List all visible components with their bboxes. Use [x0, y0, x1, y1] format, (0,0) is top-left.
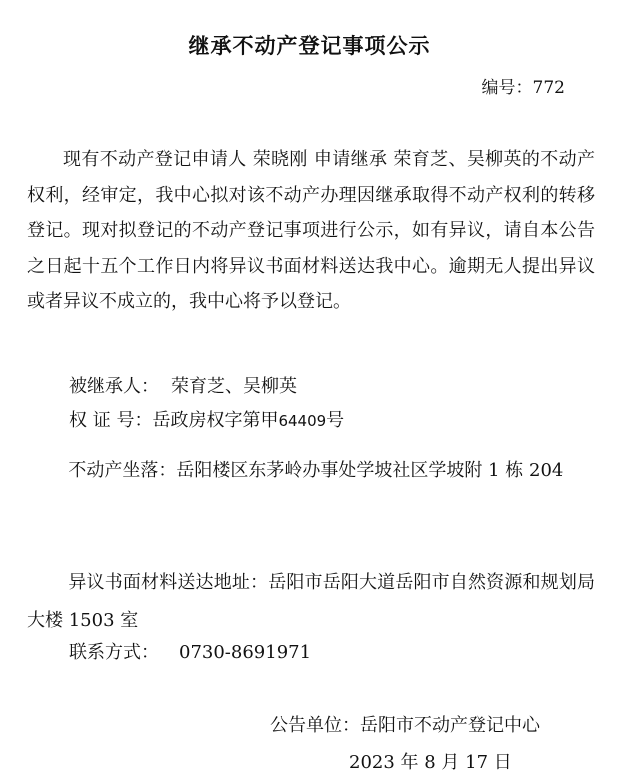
certificate-prefix: 岳政房权字第甲 [152, 410, 279, 431]
contact-line [27, 638, 619, 664]
decedent-line [27, 372, 619, 398]
property-location: 不动产坐落：岳阳楼区东茅岭办事处学坡社区学坡附 1 栋 204 [68, 460, 564, 481]
decedent-value: 荣育芝、吴柳英 [171, 376, 297, 397]
decedent-label: 被继承人： [69, 376, 159, 397]
document-title: 继承不动产登记事项公示 [188, 34, 431, 58]
certificate-line [27, 406, 619, 432]
contact-value: 0730-8691971 [179, 642, 312, 663]
publisher-line: 公告单位：岳阳市不动产登记中心 [270, 715, 540, 736]
notice-body-paragraph: 现有不动产登记申请人 荣晓刚 申请继承 荣育芝、吴柳英的不动产权利，经审定，我中心拟对该不动产办理因继承取得不动产权利的转移登记。现对拟登记的不动产登记事项进行公示，如有异议，请自本公告之日起十五个工作日内将异议书面材料送达我中心。逾期无人提出异议或者异议不成立的，我中心将予以登记。 [27, 149, 595, 313]
certificate-number: 64409 [278, 412, 327, 430]
document-number: 编号：772 [481, 78, 565, 98]
contact-label: 联系方式： [69, 642, 159, 663]
certificate-label: 权 证 号： [69, 410, 153, 431]
publish-date: 2023 年 8 月 17 日 [349, 752, 512, 773]
objection-address: 异议书面材料送达地址：岳阳市岳阳大道岳阳市自然资源和规划局大楼 1503 室 [27, 572, 595, 631]
certificate-suffix: 号 [326, 410, 345, 431]
